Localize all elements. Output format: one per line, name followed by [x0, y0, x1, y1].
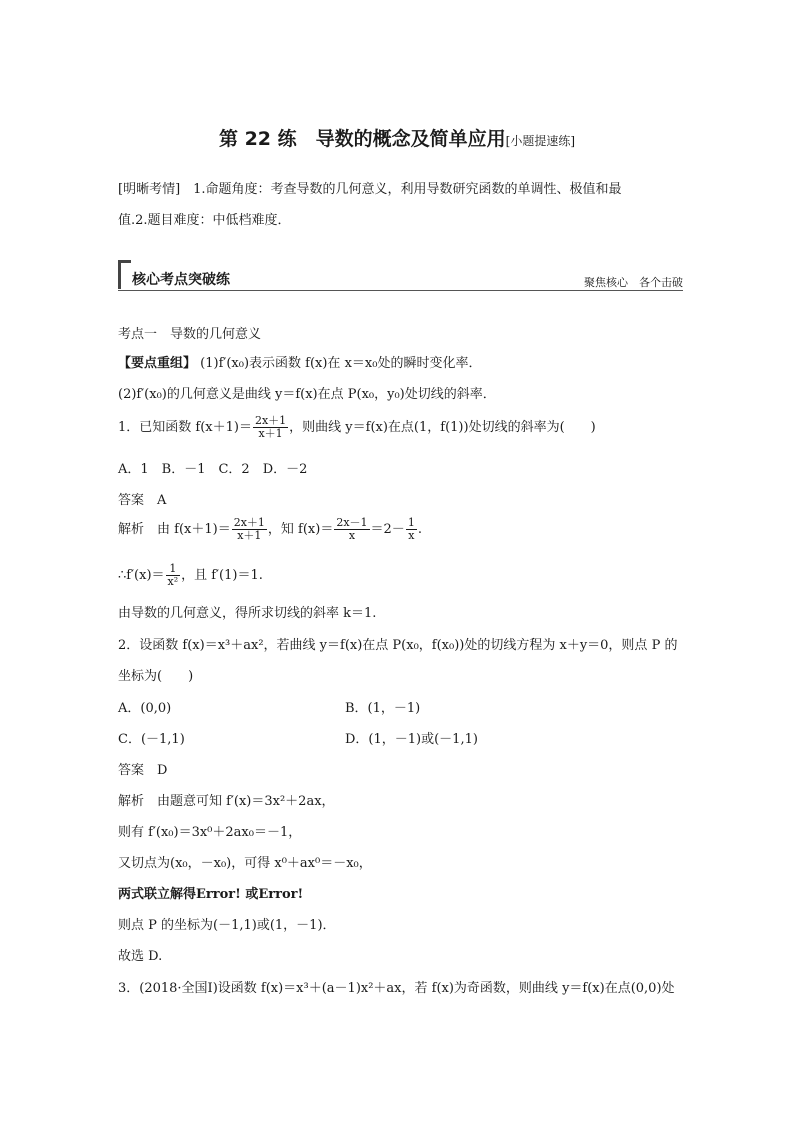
q1-sol-mid2: ＝2－ — [370, 522, 405, 537]
section-header — [118, 260, 683, 292]
title-tag: [小题提速练] — [505, 134, 576, 148]
q2-option-a: A．(0,0) — [118, 701, 172, 716]
q1-sol-mid: ，知 f(x)＝ — [267, 522, 334, 537]
question-1-answer: 答案 A — [118, 493, 167, 508]
question-3-stem-line-1: 3．(2018·全国Ⅰ)设函数 f(x)＝x³＋(a－1)x²＋ax，若 f(x)为奇函数，则曲线 y＝f(x)在点(0,0)处 — [118, 981, 675, 996]
question-2-solution-line-1: 解析 由题意可知 f′(x)＝3x²＋2ax， — [118, 794, 335, 809]
intro-line-1: [明晰考情] 1.命题角度：考查导数的几何意义，利用导数研究函数的单调性、极值和最 — [118, 182, 622, 197]
q1-stem-pre: 1．已知函数 f(x＋1)＝ — [118, 420, 252, 435]
section-corner-bracket — [118, 260, 131, 289]
q1-sol2-frac — [166, 563, 181, 588]
key-points-line-1 — [118, 355, 481, 373]
q1-sol2-den: x² — [167, 575, 179, 588]
question-1-options: A．1 B．－1 C．2 D．－2 — [118, 462, 308, 477]
q1-sol-frac-3 — [406, 517, 417, 542]
question-2-solution-line-3: 又切点为(x₀，－x₀)，可得 x⁰＋ax⁰＝－x₀， — [118, 856, 372, 871]
q1-sol2-post: ，且 f′(1)＝1. — [181, 568, 263, 583]
q1-fraction — [253, 415, 288, 440]
q1-sol2-num: 1 — [166, 563, 181, 576]
q1-sol-frac-3-num: 1 — [407, 516, 415, 529]
question-2-solution-line-5: 则点 P 的坐标为(－1,1)或(1，－1)． — [118, 918, 336, 933]
question-2-options-row-1 — [118, 700, 171, 718]
q1-sol-frac-1-den: x＋1 — [237, 529, 262, 542]
q1-sol2-pre: ∴f′(x)＝ — [118, 568, 165, 583]
q1-frac-den: x＋1 — [258, 427, 283, 440]
key-points-line-2: (2)f′(x₀)的几何意义是曲线 y＝f(x)在点 P(x₀，y₀)处切线的斜率． — [118, 387, 496, 402]
section-label: 核心考点突破练 — [132, 272, 230, 288]
question-1-solution-line-2 — [118, 563, 263, 588]
q1-sol-frac-2-num: 2x－1 — [336, 516, 368, 529]
q1-sol-pre: 解析 由 f(x＋1)＝ — [118, 522, 231, 537]
question-2-solution-line-2: 则有 f′(x₀)＝3x⁰＋2ax₀＝－1， — [118, 825, 302, 840]
q1-sol-end: . — [417, 522, 422, 537]
question-2-answer: 答案 D — [118, 763, 168, 778]
key-points-label: 【要点重组】 — [118, 356, 197, 371]
title-main: 第 22 练 导数的概念及简单应用 — [218, 128, 506, 150]
page-title — [0, 124, 794, 151]
question-2-solution-line-6: 故选 D. — [118, 949, 163, 964]
topic-heading: 考点一 导数的几何意义 — [118, 327, 262, 342]
q1-sol-frac-1-num: 2x＋1 — [233, 516, 265, 529]
section-rule — [118, 290, 683, 291]
q1-sol-frac-1 — [232, 517, 267, 542]
q1-sol-frac-2-den: x — [348, 529, 356, 542]
question-2-stem-line-2: 坐标为( ) — [118, 669, 194, 684]
q1-frac-num: 2x＋1 — [254, 414, 287, 427]
question-1-solution-line-3: 由导数的几何意义，得所求切线的斜率 k＝1. — [118, 606, 377, 621]
q2-option-b: B．(1，－1) — [345, 701, 421, 716]
question-1-stem — [118, 415, 596, 440]
intro-line-2: 值.2.题目难度：中低档难度． — [118, 213, 291, 228]
q2-option-d: D．(1，－1)或(－1,1) — [345, 732, 478, 747]
q2-option-c: C．(－1,1) — [118, 732, 185, 747]
q1-sol-frac-3-den: x — [408, 529, 415, 542]
question-1-solution-line-1 — [118, 517, 422, 542]
question-2-stem-line-1: 2．设函数 f(x)＝x³＋ax²，若曲线 y＝f(x)在点 P(x₀，f(x₀))处的切线方程为 x＋y＝0，则点 P 的 — [118, 638, 678, 653]
q1-sol-frac-2 — [334, 517, 369, 542]
key-points-text: (1)f′(x₀)表示函数 f(x)在 x＝x₀处的瞬时变化率． — [196, 356, 482, 371]
section-subtitle: 聚焦核心 各个击破 — [584, 276, 683, 289]
q1-stem-post: ，则曲线 y＝f(x)在点(1，f(1))处切线的斜率为( ) — [289, 420, 596, 435]
question-2-solution-line-4: 两式联立解得Error! 或Error! — [118, 887, 304, 902]
